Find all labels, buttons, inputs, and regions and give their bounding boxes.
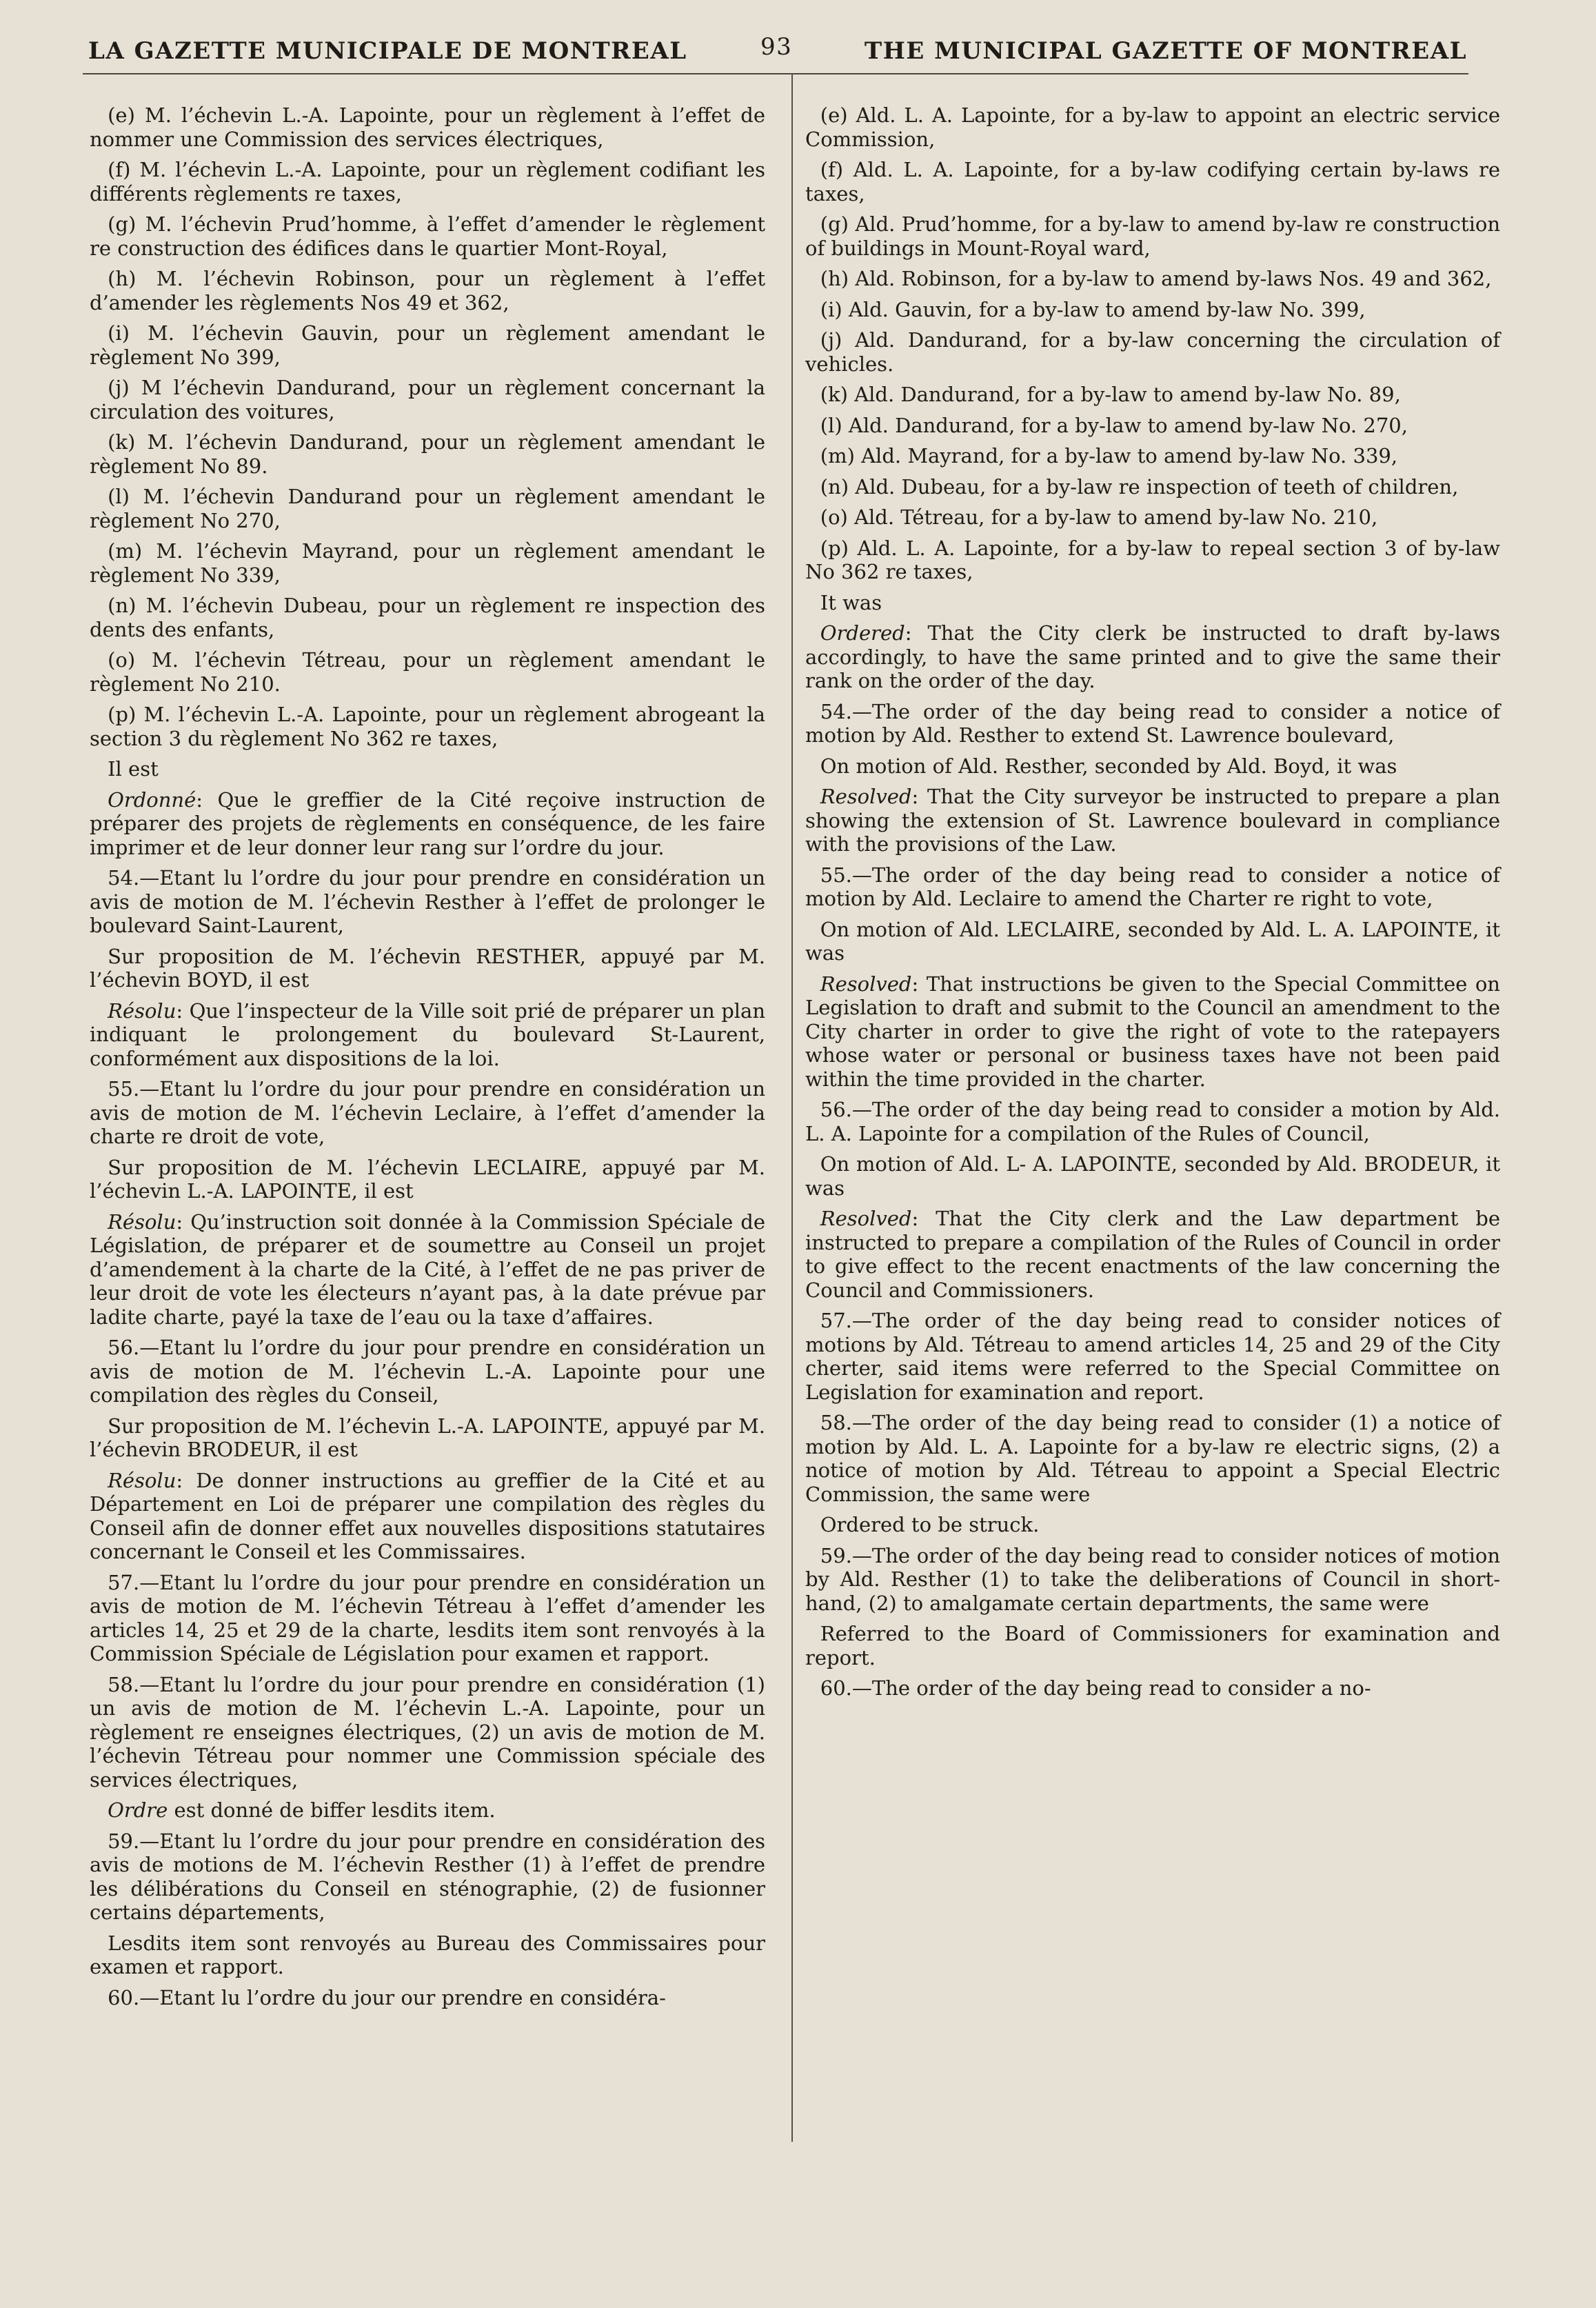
paragraph-text: (o) Ald. Tétreau, for a by-law to amend by-law No. 210,	[820, 505, 1378, 529]
paragraph-text: (e) M. l’échevin L.-A. Lapointe, pour un règlement à l’effet de nommer une Commission des services électriques,	[90, 103, 765, 151]
paragraph	[805, 328, 1500, 376]
paragraph	[805, 1544, 1500, 1616]
paragraph	[805, 754, 1500, 779]
paragraph	[805, 1207, 1500, 1302]
paragraph-text: (j) Ald. Dandurand, for a by-law concerning the circulation of vehicles.	[805, 328, 1500, 376]
paragraph	[805, 267, 1500, 291]
paragraph-text: (n) M. l’échevin Dubeau, pour un règlement re inspection des dents des enfants,	[90, 594, 765, 641]
page-number: 93	[760, 33, 793, 61]
paragraph-text: 58.—The order of the day being read to consider (1) a notice of motion by Ald. L. A. Lapointe for a by-law re electric signs, (2) a notice of motion by Ald. Tétreau to appoint a Special Electric Commission, the same were	[805, 1411, 1500, 1506]
paragraph-text: Il est	[108, 757, 159, 781]
paragraph-text: (o) M. l’échevin Tétreau, pour un règlement amendant le règlement No 210.	[90, 648, 765, 696]
paragraph-text: : That instructions be given to the Special Committee on Legislation to draft and submit to the Council an amendment to the City charter in order to give the right of vote to the ratepayers whose water or personal or business taxes have not been paid within the time provided in the charter.	[805, 972, 1500, 1091]
paragraph	[805, 785, 1500, 856]
paragraph	[90, 321, 765, 369]
paragraph-text: : Que le greffier de la Cité reçoive instruction de préparer des projets de règlements en conséquence, de les faire imprimer et de leur donner leur rang sur l’ordre du jour.	[90, 787, 765, 859]
english-column	[805, 103, 1500, 1707]
paragraph	[90, 1077, 765, 1149]
paragraph-text: (p) M. l’échevin L.-A. Lapointe, pour un règlement abrogeant la section 3 du règlement No 362 re taxes,	[90, 703, 765, 750]
paragraph-text: 55.—Etant lu l’ordre du jour pour prendre en considération un avis de motion de M. l’échevin Leclaire, à l’effet d’amender la charte re droit de vote,	[90, 1077, 765, 1148]
paragraph-text: (l) M. l’échevin Dandurand pour un règlement amendant le règlement No 270,	[90, 485, 765, 532]
paragraph-text: 54.—The order of the day being read to consider a notice of motion by Ald. Resther to extend St. Lawrence boulevard,	[805, 699, 1500, 747]
paragraph	[805, 103, 1500, 151]
paragraph	[805, 158, 1500, 205]
paragraph	[805, 621, 1500, 693]
paragraph-text: (m) Ald. Mayrand, for a by-law to amend by-law No. 339,	[820, 444, 1398, 468]
french-column	[90, 103, 765, 2016]
paragraph-lead: Ordre	[108, 1798, 168, 1822]
paragraph	[805, 383, 1500, 407]
paragraph	[805, 1513, 1500, 1537]
paragraph	[805, 1309, 1500, 1404]
paragraph	[90, 539, 765, 587]
paragraph	[805, 1411, 1500, 1506]
paragraph	[90, 648, 765, 696]
paragraph-text: 59.—Etant lu l’ordre du jour pour prendre en considération des avis de motions de M. l’échevin Resther (1) à l’effet de prendre les délibérations du Conseil en sténographie, (2) de fusionner certains départements,	[90, 1829, 765, 1924]
paragraph-text: (g) M. l’échevin Prud’homme, à l’effet d’amender le règlement re construction des édifices dans le quartier Mont-Royal,	[90, 212, 765, 260]
paragraph-text: (f) M. l’échevin L.-A. Lapointe, pour un règlement codifiant les différents règlements re taxes,	[90, 158, 765, 205]
paragraph-text: : That the City clerk be instructed to draft by-laws accordingly, to have the same printed and to give the same their rank on the order of the day.	[805, 621, 1500, 692]
paragraph-lead: Ordonné	[108, 787, 196, 812]
paragraph	[805, 1098, 1500, 1145]
paragraph	[805, 414, 1500, 438]
paragraph	[805, 1622, 1500, 1669]
paragraph	[805, 863, 1500, 911]
paragraph-text: : Qu’instruction soit donnée à la Commission Spéciale de Législation, de préparer et de soumettre au Conseil un projet d’amendement à la charte de la Cité, à l’effet de ne pas priver de leur droit de vote les électeurs n’ayant pas, à la date prévue par ladite charte, payé la taxe de l’eau ou la taxe d’affaires.	[90, 1210, 765, 1329]
paragraph	[90, 945, 765, 992]
paragraph-text: On motion of Ald. L- A. LAPOINTE, seconded by Ald. BRODEUR, it was	[805, 1152, 1500, 1200]
paragraph	[90, 103, 765, 151]
paragraph-lead: Résolu	[108, 1210, 176, 1234]
paragraph-text: (l) Ald. Dandurand, for a by-law to amend by-law No. 270,	[820, 413, 1408, 437]
paragraph-text: (f) Ald. L. A. Lapointe, for a by-law codifying certain by-laws re taxes,	[805, 158, 1500, 205]
paragraph-lead: Ordered	[820, 621, 905, 645]
paragraph-text: 57.—The order of the day being read to consider notices of motions by Ald. Tétreau to amend articles 14, 25 and 29 of the City cherter, said items were referred to the Special Committee on Legislation for examination and report.	[805, 1309, 1500, 1404]
paragraph-text: (n) Ald. Dubeau, for a by-law re inspection of teeth of children,	[820, 474, 1459, 499]
paragraph	[90, 158, 765, 205]
paragraph	[90, 1414, 765, 1462]
paragraph-lead: Résolu	[108, 1468, 176, 1492]
paragraph-text: 60.—The order of the day being read to consider a no-	[820, 1676, 1371, 1700]
paragraph	[90, 1210, 765, 1329]
paragraph	[90, 376, 765, 423]
paragraph	[90, 485, 765, 532]
paragraph-text: (m) M. l’échevin Mayrand, pour un règlement amendant le règlement No 339,	[90, 539, 765, 587]
paragraph-text: 55.—The order of the day being read to consider a notice of motion by Ald. Leclaire to amend the Charter re right to vote,	[805, 863, 1500, 910]
paragraph-text: (p) Ald. L. A. Lapointe, for a by-law to repeal section 3 of by-law No 362 re taxes,	[805, 536, 1500, 583]
page-header	[88, 30, 1467, 79]
paragraph-text: 54.—Etant lu l’ordre du jour pour prendre en considération un avis de motion de M. l’échevin Resther à l’effet de prolonger le boulevard Saint-Laurent,	[90, 866, 765, 937]
paragraph-text: : Que l’inspecteur de la Ville soit prié de préparer un plan indiquant le prolongement du boulevard St-Laurent, conformément aux dispositions de la loi.	[90, 999, 765, 1070]
paragraph	[805, 298, 1500, 322]
paragraph-text: (k) M. l’échevin Dandurand, pour un règlement amendant le règlement No 89.	[90, 430, 765, 478]
paragraph	[805, 444, 1500, 468]
paragraph-text: 60.—Etant lu l’ordre du jour our prendre en considéra-	[108, 1985, 666, 2009]
paragraph-text: 58.—Etant lu l’ordre du jour pour prendre en considération (1) un avis de motion de M. l’échevin L.-A. Lapointe, pour un règlement re enseignes électriques, (2) un avis de motion de M. l’échevin Tétreau pour nommer une Commission spéciale des services électriques,	[90, 1672, 765, 1792]
paragraph-text: (g) Ald. Prud’homme, for a by-law to amend by-law re construction of buildings in Mount-Royal ward,	[805, 212, 1500, 260]
column-divider	[791, 73, 793, 2142]
paragraph-text: 56.—The order of the day being read to consider a motion by Ald. L. A. Lapointe for a compilation of the Rules of Council,	[805, 1098, 1500, 1145]
paragraph	[805, 1676, 1500, 1700]
paragraph	[90, 1798, 765, 1823]
paragraph	[90, 1986, 765, 2010]
header-french-title: LA GAZETTE MUNICIPALE DE MONTREAL	[88, 37, 687, 65]
paragraph-text: (i) Ald. Gauvin, for a by-law to amend by-law No. 399,	[820, 297, 1366, 321]
paragraph-text: (k) Ald. Dandurand, for a by-law to amend by-law No. 89,	[820, 383, 1401, 406]
paragraph	[90, 999, 765, 1071]
paragraph-text: (e) Ald. L. A. Lapointe, for a by-law to appoint an electric service Commission,	[805, 103, 1500, 151]
paragraph-lead: Resolved	[820, 785, 912, 808]
paragraph-text: On motion of Ald. Resther, seconded by Ald. Boyd, it was	[820, 754, 1397, 778]
header-english-title: THE MUNICIPAL GAZETTE OF MONTREAL	[864, 37, 1467, 65]
paragraph	[805, 700, 1500, 747]
paragraph-text: On motion of Ald. LECLAIRE, seconded by Ald. L. A. LAPOINTE, it was	[805, 917, 1500, 965]
paragraph	[805, 212, 1500, 260]
paragraph	[805, 536, 1500, 584]
paragraph	[90, 866, 765, 938]
paragraph-text: (j) M l’échevin Dandurand, pour un règlement concernant la circulation des voitures,	[90, 376, 765, 423]
paragraph	[805, 475, 1500, 499]
paragraph-text: (h) Ald. Robinson, for a by-law to amend by-laws Nos. 49 and 362,	[820, 267, 1492, 290]
paragraph	[90, 788, 765, 860]
paragraph	[805, 505, 1500, 530]
paragraph	[90, 1156, 765, 1203]
paragraph	[90, 1336, 765, 1407]
paragraph	[90, 1571, 765, 1666]
paragraph	[805, 591, 1500, 615]
paragraph	[90, 212, 765, 260]
paragraph-lead: Résolu	[108, 999, 176, 1023]
paragraph-lead: Resolved	[820, 1207, 912, 1230]
paragraph-text: : De donner instructions au greffier de la Cité et au Département en Loi de préparer une compilation des règles du Conseil afin de donner effet aux nouvelles dispositions statutaires concernant le Conseil et les Commissaires.	[90, 1468, 765, 1563]
paragraph-text: It was	[820, 590, 882, 614]
paragraph	[90, 594, 765, 641]
paragraph-lead: Resolved	[820, 972, 912, 996]
paragraph-text: : That the City surveyor be instructed to prepare a plan showing the extension of St. Lawrence boulevard in compliance with the provisions of the Law.	[805, 785, 1500, 856]
paragraph-text: 59.—The order of the day being read to consider notices of motion by Ald. Resther (1) to take the deliberations of Council in short-hand, (2) to amalgamate certain departments, the same were	[805, 1543, 1500, 1615]
paragraph-text: : That the City clerk and the Law department be instructed to prepare a compilation of the Rules of Council in order to give effect to the recent enactments of the law concerning the Council and Commissioners.	[805, 1207, 1500, 1302]
paragraph-text: Ordered to be struck.	[820, 1513, 1040, 1536]
paragraph	[90, 430, 765, 478]
paragraph-text: 56.—Etant lu l’ordre du jour pour prendre en considération un avis de motion de M. l’échevin L.-A. Lapointe pour une compilation des règles du Conseil,	[90, 1336, 765, 1407]
paragraph	[90, 1829, 765, 1925]
paragraph-text: Referred to the Board of Commissioners for examination and report.	[805, 1622, 1500, 1669]
paragraph	[805, 1152, 1500, 1200]
paragraph-text: Sur proposition de M. l’échevin L.-A. LAPOINTE, appuyé par M. l’échevin BRODEUR, il est	[90, 1414, 765, 1461]
paragraph	[805, 972, 1500, 1092]
paragraph	[90, 1673, 765, 1792]
paragraph	[90, 267, 765, 314]
paragraph	[90, 757, 765, 781]
paragraph-text: Lesdits item sont renvoyés au Bureau des Commissaires pour examen et rapport.	[90, 1931, 765, 1978]
paragraph	[805, 918, 1500, 965]
paragraph-text: Sur proposition de M. l’échevin LECLAIRE, appuyé par M. l’échevin L.-A. LAPOINTE, il est	[90, 1155, 765, 1203]
paragraph	[90, 1469, 765, 1564]
paragraph	[90, 1931, 765, 1979]
paragraph-text: 57.—Etant lu l’ordre du jour pour prendre en considération un avis de motion de M. l’échevin Tétreau à l’effet d’amender les articles 14, 25 et 29 de la charte, lesdits item sont renvoyés à la Commission Spéciale de Législation pour examen et rapport.	[90, 1570, 765, 1665]
header-rule	[83, 73, 1468, 74]
paragraph-text: est donné de biffer lesdits item.	[168, 1798, 496, 1822]
paragraph-text: (i) M. l’échevin Gauvin, pour un règlement amendant le règlement No 399,	[90, 321, 765, 369]
paragraph-text: (h) M. l’échevin Robinson, pour un règlement à l’effet d’amender les règlements Nos 49 et 362,	[90, 267, 765, 314]
paragraph-text: Sur proposition de M. l’échevin RESTHER, appuyé par M. l’échevin BOYD, il est	[90, 944, 765, 992]
paragraph	[90, 703, 765, 750]
